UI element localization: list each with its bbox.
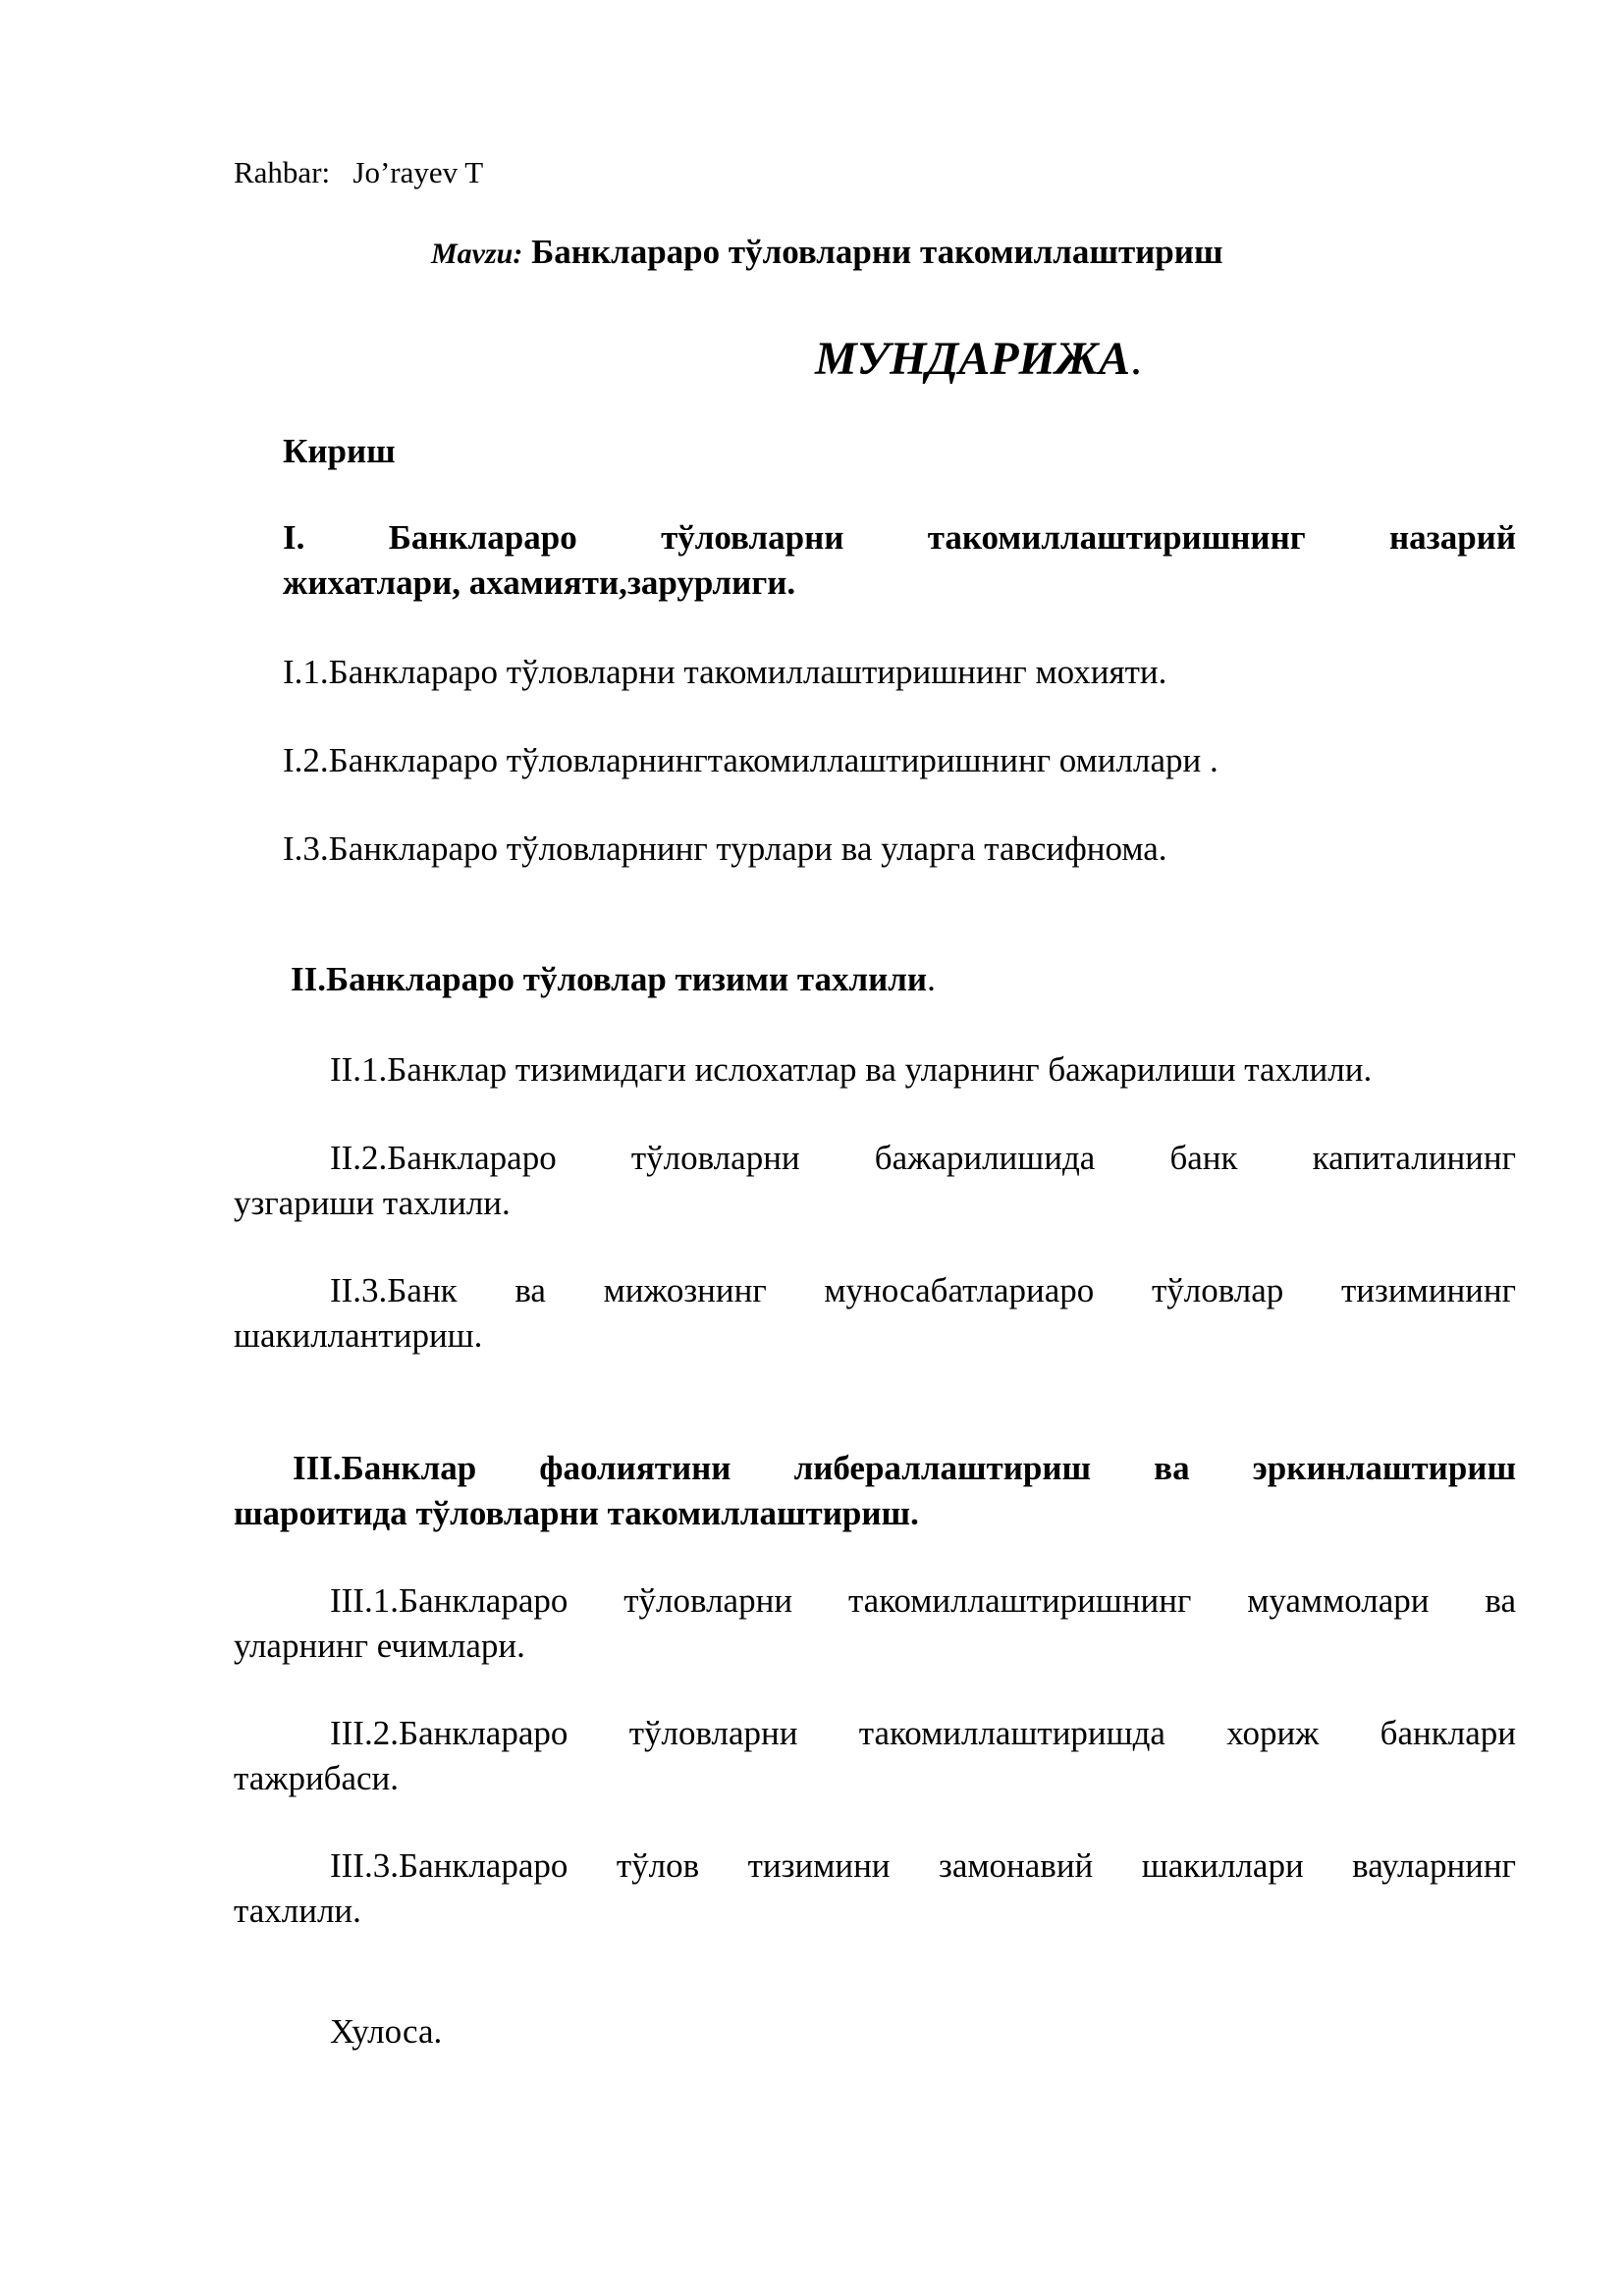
section3-title-line2: шароитида тўловларни такомиллаштириш.: [234, 1494, 919, 1532]
section2-item-1: II.1.Банклар тизимидаги ислохатлар ва уларнинг бажарилиши тахлили.: [330, 1050, 1373, 1089]
section1-item-3: I.3.Банклараро тўловларнинг турлари ва уларга тавсифнома.: [283, 829, 1167, 868]
section3-item-3-line2: тахлили.: [234, 1892, 361, 1930]
section3-item-3-line1: III.3.Банклараро тўлов тизимини замонавий шакиллари вауларнинг: [330, 1846, 1516, 1885]
supervisor-label: Rahbar:: [234, 155, 331, 189]
toc-title-dot: .: [1129, 333, 1142, 385]
section1-title-line1: I. Банклараро тўловларни такомиллаштиришнинг назарий: [283, 518, 1516, 557]
section3-item-1-line2: уларнинг ечимлари.: [234, 1627, 525, 1665]
supervisor-name: Jo’rayev T: [352, 155, 484, 189]
section3-item-2-line2: тажрибаси.: [234, 1759, 400, 1797]
section2-item-2-line1: II.2.Банклараро тўловларни бажарилишида банк капиталининг: [330, 1139, 1516, 1177]
topic-title: Банклараро тўловларни такомиллаштириш: [531, 233, 1223, 271]
section2-title-text: II.Банклараро тўловлар тизими тахлили: [291, 960, 928, 998]
section2-title-dot: .: [927, 960, 936, 998]
section1-item-1: I.1.Банклараро тўловларни такомиллаштиришнинг мохияти.: [283, 653, 1167, 691]
supervisor-line: [234, 150, 483, 195]
section2-title: [291, 957, 936, 1002]
toc-title: [815, 330, 1142, 389]
topic-line: [431, 230, 1223, 277]
section2-item-3-line2: шакиллантириш.: [234, 1316, 483, 1355]
topic-label: Mavzu:: [431, 238, 523, 270]
section3-item-1-line1: III.1.Банклараро тўловларни такомиллаштиришнинг муаммолари ва: [330, 1581, 1516, 1620]
section2-item-3-line1: II.3.Банк ва мижознинг муносабатлариаро тўловлар тизимининг: [330, 1271, 1516, 1309]
section2-item-2-line2: узгариши тахлили.: [234, 1184, 511, 1222]
section3-title-line1: III.Банклар фаолиятини либераллаштириш ва эркинлаштириш: [293, 1449, 1516, 1487]
toc-conclusion: Хулоса.: [330, 2012, 443, 2051]
section3-item-2-line1: III.2.Банклараро тўловларни такомиллаштиришда хориж банклари: [330, 1714, 1516, 1752]
toc-intro: Кириш: [283, 432, 396, 470]
toc-title-text: МУНДАРИЖА: [815, 333, 1130, 385]
section1-title-line2: жихатлари, ахамияти,зарурлиги.: [283, 563, 796, 602]
section1-item-2: I.2.Банклараро тўловларнингтакомиллаштиришнинг омиллари .: [283, 741, 1218, 779]
